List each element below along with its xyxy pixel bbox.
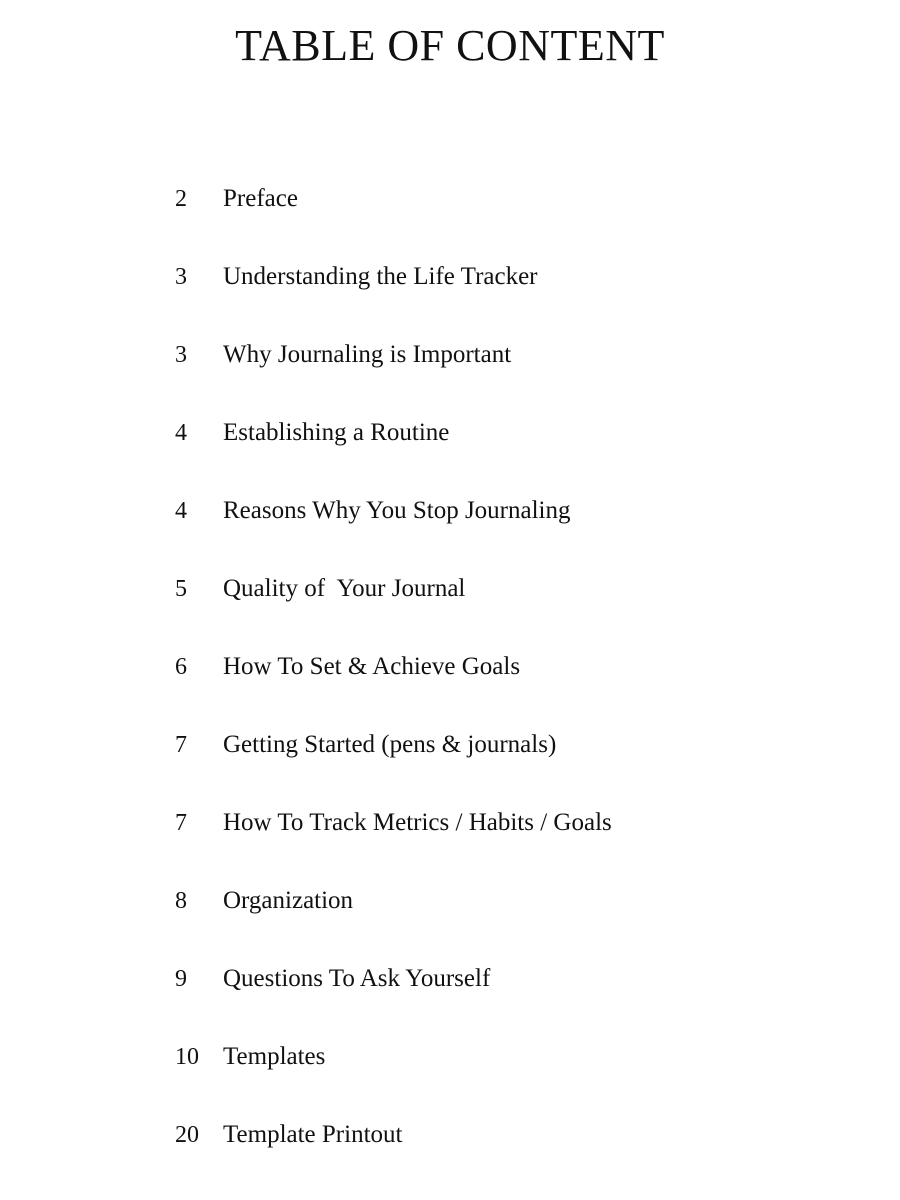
toc-entry (175, 414, 795, 492)
toc-entry-label: Questions To Ask Yourself (223, 965, 491, 992)
toc-page-number: 10 (175, 1044, 199, 1070)
toc-entry-label: Template Printout (223, 1121, 403, 1148)
toc-entry-label: Getting Started (pens & journals) (223, 731, 557, 758)
toc-entry-label: Templates (223, 1043, 326, 1070)
toc-entry (175, 258, 795, 336)
toc-page-number: 2 (175, 186, 187, 212)
toc-entry (175, 804, 795, 882)
toc-entry-label: How To Set & Achieve Goals (223, 653, 521, 680)
table-of-contents (175, 180, 795, 1194)
toc-entry (175, 960, 795, 1038)
toc-page-number: 4 (175, 498, 187, 524)
toc-entry (175, 336, 795, 414)
toc-page-number: 5 (175, 576, 187, 602)
toc-page-number: 20 (175, 1122, 199, 1148)
toc-entry (175, 882, 795, 960)
toc-entry-label: How To Track Metrics / Habits / Goals (223, 809, 612, 836)
toc-entry-label: Understanding the Life Tracker (223, 263, 538, 290)
toc-page-number: 7 (175, 810, 187, 836)
toc-entry (175, 1116, 795, 1194)
toc-entry-label: Preface (223, 185, 298, 212)
toc-entry-label: Reasons Why You Stop Journaling (223, 497, 571, 524)
toc-page-number: 3 (175, 264, 187, 290)
toc-entry (175, 570, 795, 648)
toc-page-number: 8 (175, 888, 187, 914)
toc-entry (175, 492, 795, 570)
toc-entry (175, 1038, 795, 1116)
toc-entry (175, 726, 795, 804)
toc-page-number: 4 (175, 420, 187, 446)
toc-page-number: 9 (175, 966, 187, 992)
toc-entry (175, 648, 795, 726)
page-title: TABLE OF CONTENT (235, 21, 665, 70)
toc-entry (175, 180, 795, 258)
toc-page-number: 6 (175, 654, 187, 680)
toc-entry-label: Establishing a Routine (223, 419, 450, 446)
toc-entry-label: Why Journaling is Important (223, 341, 512, 368)
toc-entry-label: Organization (223, 887, 354, 914)
toc-entry-label: Quality of Your Journal (223, 575, 466, 602)
toc-page-number: 3 (175, 342, 187, 368)
toc-page-number: 7 (175, 732, 187, 758)
